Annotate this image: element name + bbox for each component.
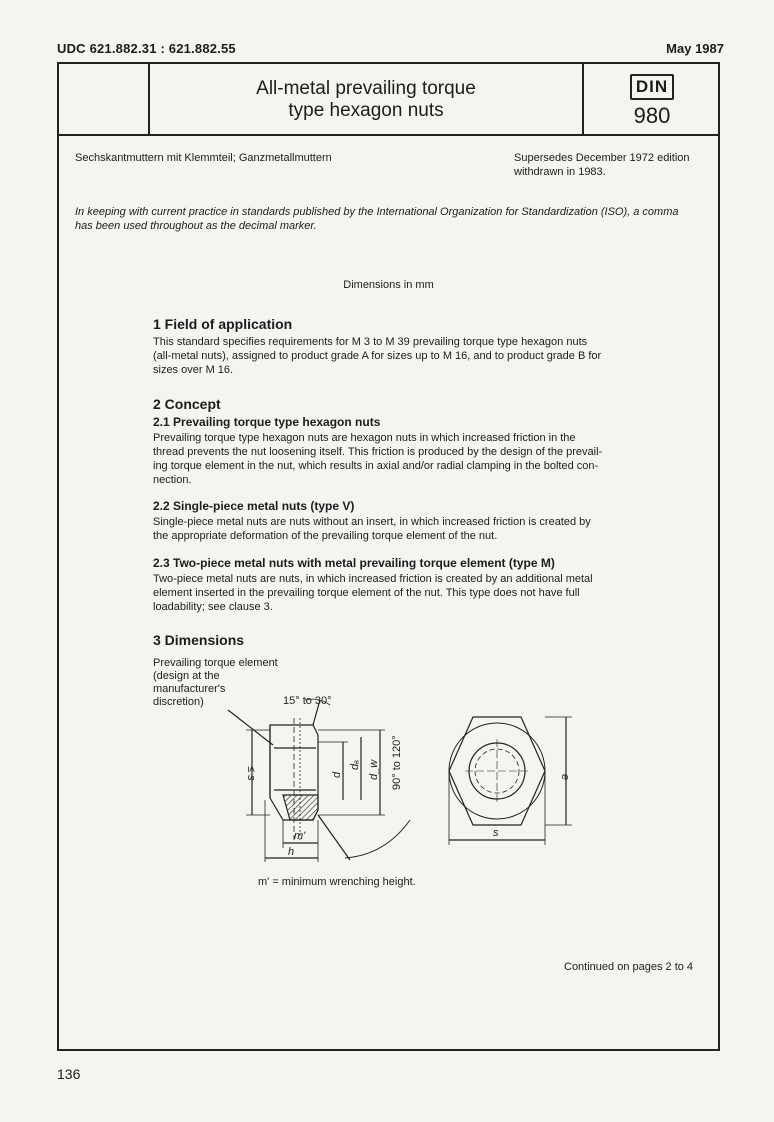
section-2-heading: 2 Concept [153,396,221,412]
angle-side-label: 90° to 120° [391,735,403,790]
h-label: h [288,846,295,858]
din-number: 980 [633,103,671,128]
m-prime-label: m' [294,830,306,842]
s-max-label: ≤ s [245,766,257,781]
note-line-2: has been used throughout as the decimal marker. [75,220,317,232]
torque-element-hatch [283,795,318,820]
text-line: Prevailing torque type hexagon nuts are hexagon nuts in which increased friction in the [153,432,576,444]
dimensions-note: Dimensions in mm [343,279,434,291]
angle-top-label: 15° to 30° [283,695,332,707]
section-2-2-heading: 2.2 Single-piece metal nuts (type V) [153,499,355,513]
figure-caption: m' = minimum wrenching height. [258,876,416,888]
title-line-1: All-metal prevailing torque [256,78,476,99]
section-2-1-heading: 2.1 Prevailing torque type hexagon nuts [153,415,381,429]
continued-note: Continued on pages 2 to 4 [564,961,694,973]
text-line: the appropriate deformation of the prevailing torque element of the nut. [153,530,498,542]
din-logo: DIN [630,74,674,100]
text-line: Two-piece metal nuts are nuts, in which increased friction is created by an additional metal [153,573,593,585]
text-line: Single-piece metal nuts are nuts without an insert, in which increased friction is created by [153,516,591,528]
e-label: e [559,774,571,781]
section-3-heading: 3 Dimensions [153,632,245,648]
supersedes-line-2: withdrawn in 1983. [514,166,606,178]
page-number: 136 [57,1066,81,1082]
title-line-2: type hexagon nuts [288,100,444,121]
text-line: element inserted in the prevailing torque element of the nut. This type does not have full [153,587,580,599]
top-view [449,717,572,845]
text-line: nection. [153,474,192,486]
text-line: thread prevents the nut loosening itself. This friction is produced by the design of the prevail- [153,446,603,458]
text-line: loadability; see clause 3. [153,601,273,613]
leader-line [228,710,273,745]
dw-label: d_w [368,759,380,780]
s-label: s [493,827,499,839]
label-line: Prevailing torque element [153,657,278,669]
text-line: sizes over M 16. [153,364,234,376]
da-label: dₐ [349,759,361,770]
text-line: ing torque element in the nut, which results in axial and/or radial clamping in the bolted con- [153,460,599,472]
hexagon-outline [449,717,545,825]
label-line: discretion) [153,696,204,708]
label-line: manufacturer's [153,683,226,695]
udc-code: UDC 621.882.31 : 621.882.55 [57,41,236,56]
section-1-heading: 1 Field of application [153,316,293,332]
section-2-3-heading: 2.3 Two-piece metal nuts with metal prevailing torque element (type M) [153,556,555,570]
d-label: d [331,771,343,778]
german-subtitle: Sechskantmuttern mit Klemmteil; Ganzmetallmuttern [75,152,332,164]
publication-date: May 1987 [666,41,724,56]
text-line: This standard specifies requirements for M 3 to M 39 prevailing torque type hexagon nuts [153,336,588,348]
label-line: (design at the [153,670,220,682]
note-line-1: In keeping with current practice in standards published by the International Organization for Standardization (ISO), a comma [75,206,679,218]
supersedes-line-1: Supersedes December 1972 edition [514,152,690,164]
text-line: (all-metal nuts), assigned to product grade A for sizes up to M 16, and to product grade B for [153,350,602,362]
